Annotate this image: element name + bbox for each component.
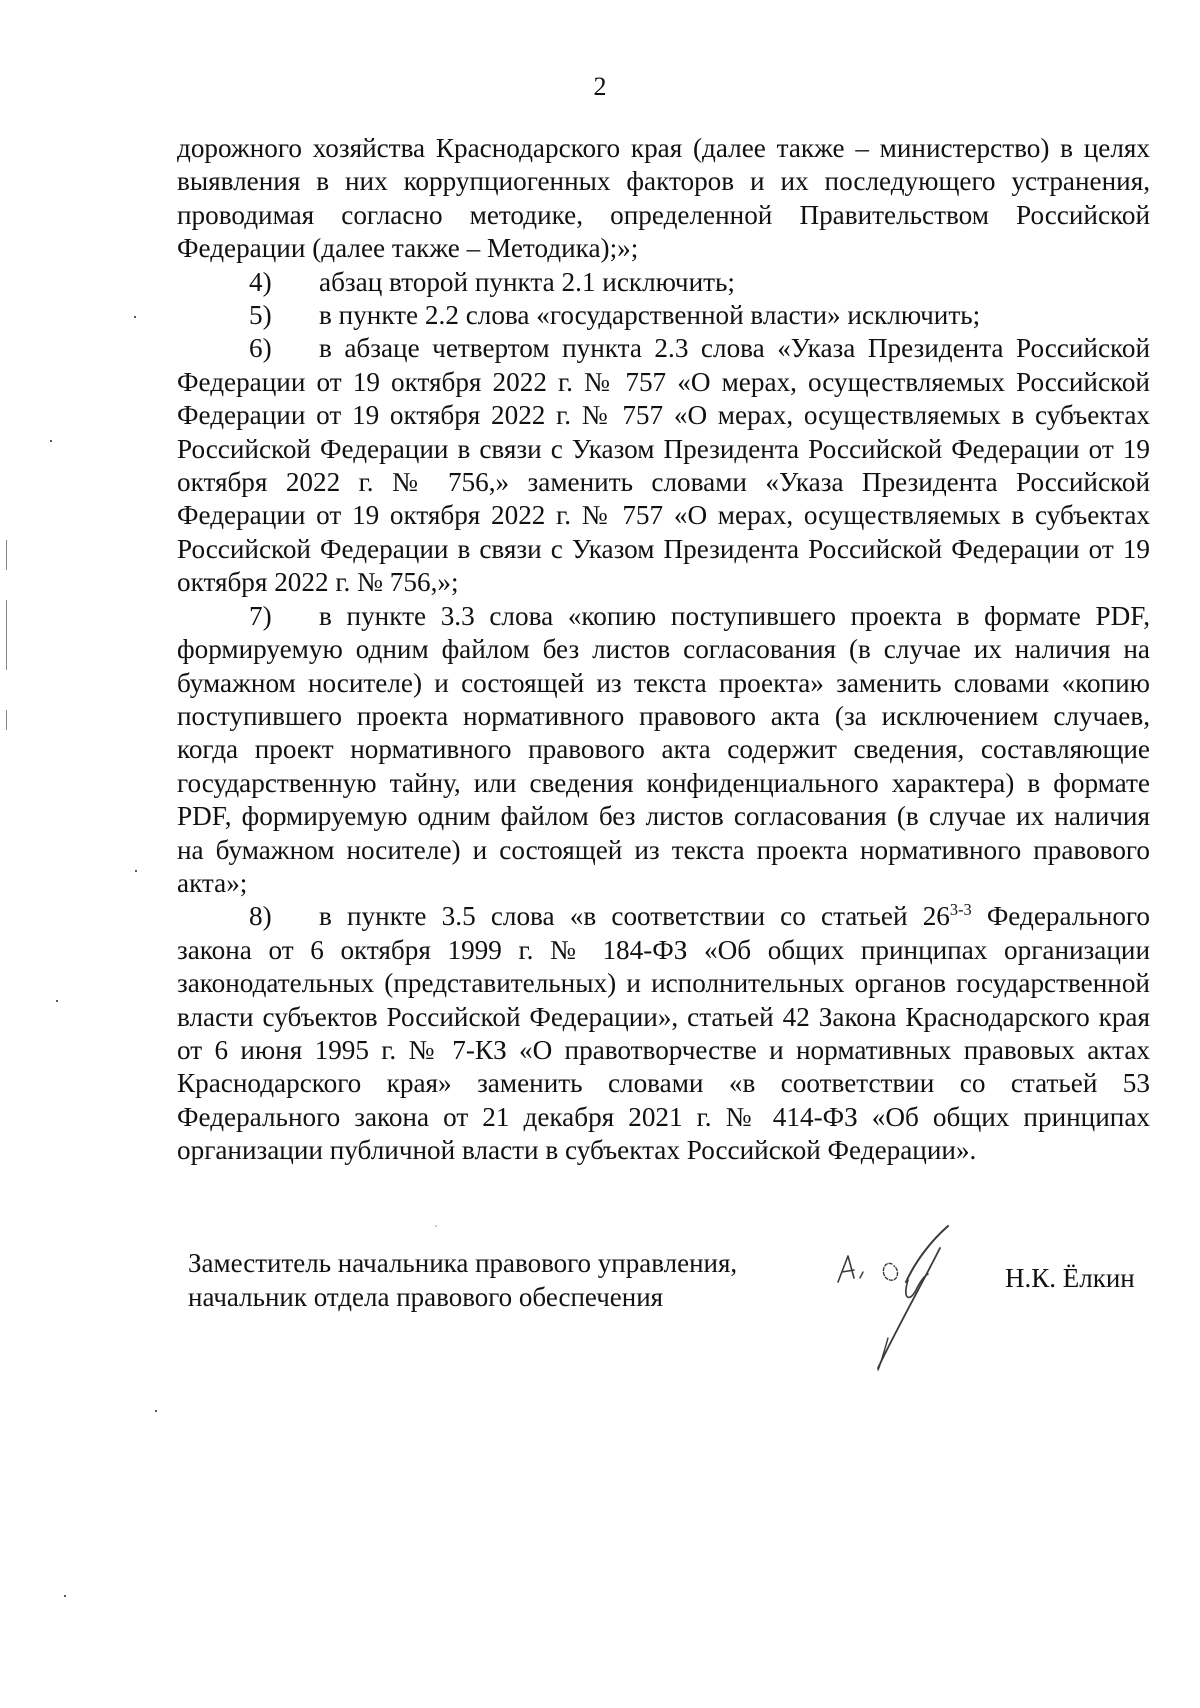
list-item-8	[177, 900, 1150, 1167]
list-item-4	[177, 266, 1150, 299]
page-number: 2	[593, 72, 607, 101]
item-text-part2: Федерального закона от 6 октября 1999 г. № 184-ФЗ «Об общих принципах организации законодательных (представительных) и исполнительных органов государственной власти субъектов Российской Федерации», статьей 42 Закона Краснодарского края от 6 июня 1995 г. № 7-КЗ «О правотворчестве и нормативных правовых актах Краснодарского края» заменить словами «в соответствии со статьей 53 Федерального закона от 21 декабря 2021 г. № 414-ФЗ «Об общих принципах организации публичной власти в субъектах Российской Федерации».	[177, 901, 1150, 1166]
list-item-6	[177, 332, 1150, 599]
item-text: в пункте 2.2 слова «государственной власти» исключить;	[319, 300, 981, 331]
item-number: 4)	[249, 266, 272, 297]
scan-speck	[64, 1595, 66, 1597]
intro-paragraph: дорожного хозяйства Краснодарского края (далее также – министерство) в целях выявления в них коррупциогенных факторов и их последующего устранения, проводимая согласно методике, определенной Правительством Российской Федерации (далее также – Методика);»;	[177, 133, 1150, 264]
scan-speck	[50, 440, 52, 442]
scan-speck	[134, 316, 136, 318]
signatory-name: Н.К. Ёлкин	[1005, 1263, 1135, 1293]
item-text: абзац второй пункта 2.1 исключить;	[319, 266, 735, 297]
item-text: в абзаце четвертом пункта 2.3 слова «Указа Президента Российской Федерации от 19 октября 2022 г. № 757 «О мерах, осуществляемых Российской Федерации от 19 октября 2022 г. № 757 «О мерах, осуществляемых в субъектах Российской Федерации в связи с Указом Президента Российской Федерации от 19 октября 2022 г. № 756,» заменить словами «Указа Президента Российской Федерации от 19 октября 2022 г. № 757 «О мерах, осуществляемых в субъектах Российской Федерации в связи с Указом Президента Российской Федерации от 19 октября 2022 г. № 756,»;	[177, 333, 1150, 598]
scan-speck	[435, 1225, 437, 1227]
scan-speck	[155, 1410, 157, 1412]
item-text: в пункте 3.3 слова «копию поступившего проекта в формате PDF, формируемую одним файлом без листов согласования (в случае их наличия на бумажном носителе) и состоящей из текста проекта» заменить словами «копию поступившего проекта нормативного правового акта (за исключением случаев, когда проект нормативного правового акта содержит сведения, составляющие государственную тайну, или сведения конфиденциального характера) в формате PDF, формируемую одним файлом без листов согласования (в случае их наличия на бумажном носителе) и состоящей из текста проекта нормативного правового акта»;	[177, 600, 1150, 898]
item-number: 6)	[249, 333, 272, 364]
document-body	[177, 132, 1150, 1168]
handwritten-signature	[820, 1220, 1010, 1390]
article-superscript: 3-3	[949, 900, 972, 920]
scan-speck	[135, 870, 137, 872]
item-number: 5)	[249, 300, 272, 331]
item-text-part1: в пункте 3.5 слова «в соответствии со статьей 26	[319, 901, 950, 932]
item-number: 7)	[249, 600, 272, 631]
scan-edge-mark	[6, 600, 7, 670]
signatory-position	[188, 1246, 737, 1314]
item-number: 8)	[249, 901, 272, 932]
scan-edge-mark	[6, 710, 7, 730]
position-line-1: Заместитель начальника правового управления,	[188, 1248, 738, 1278]
position-line-2: начальник отдела правового обеспечения	[188, 1282, 664, 1312]
scan-speck	[56, 1000, 58, 1002]
list-item-7	[177, 600, 1150, 901]
scan-edge-mark	[6, 540, 7, 570]
list-item-5	[177, 299, 1150, 332]
